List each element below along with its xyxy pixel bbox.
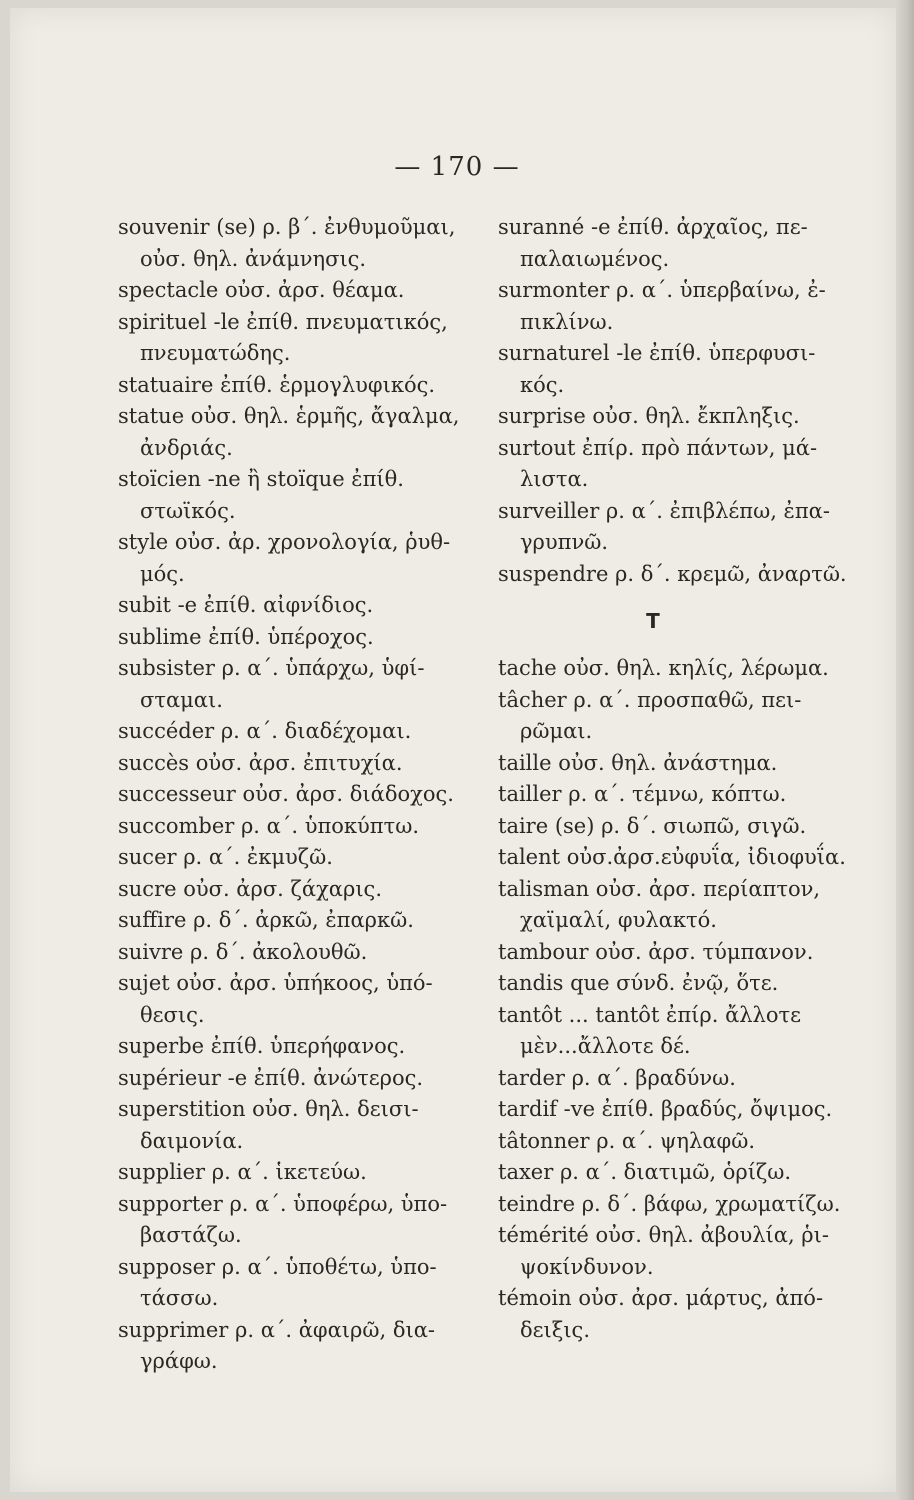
dictionary-entry-line: superbe ἐπίθ. ὑπερήφανος. [118,1034,406,1058]
dictionary-entry-line: tambour οὐσ. ἀρσ. τύμπανον. [498,939,814,964]
section-letter-heading: T [646,609,660,633]
entry-continuation-line: γράφω. [140,1349,218,1373]
dictionary-entry-line: surmonter ρ. α΄. ὑπερβαίνω, ἐ- [498,278,826,302]
entry-continuation-line: θεσις. [140,1002,205,1027]
dictionary-entry-line: supporter ρ. α΄. ὑποφέρω, ὑπο- [118,1191,448,1216]
entry-continuation-line: τάσσω. [140,1286,219,1310]
s-entries [498,212,858,590]
dictionary-entry-line: statuaire ἐπίθ. ἑρμογλυφικός. [118,372,436,397]
dictionary-entry-line: tantôt ... tantôt ἐπίρ. ἄλλοτε [498,1002,802,1027]
dictionary-entry-line: tailler ρ. α΄. τέμνω, κόπτω. [498,782,787,806]
dictionary-entry-line: subsister ρ. α΄. ὑπάρχω, ὑφί- [118,656,425,680]
entry-continuation-line: παλαιωμένος. [520,246,670,271]
dictionary-entry-line: sublime ἐπίθ. ὑπέροχος. [118,624,374,649]
entry-continuation-line: λιστα. [520,467,589,491]
dictionary-entry-line: sujet οὐσ. ἀρσ. ὑπήκοος, ὑπό- [118,971,433,995]
dictionary-entry-line: sucer ρ. α΄. ἐκμυζῶ. [118,845,333,869]
entry-continuation-line: ψοκίνδυνον. [520,1254,654,1279]
dictionary-entry-line: style οὐσ. ἀρ. χρονολογία, ῥυθ- [118,530,451,554]
dictionary-entry-line: suffire ρ. δ΄. ἀρκῶ, ἐπαρκῶ. [118,908,414,932]
entry-continuation-line: βαστάζω. [140,1223,242,1247]
dictionary-entry-line: surveiller ρ. α΄. ἐπιβλέπω, ἐπα- [498,498,830,523]
dictionary-entry-line: supprimer ρ. α΄. ἀφαιρῶ, δια- [118,1317,435,1342]
dictionary-entry-line: talent οὐσ.ἀρσ.εὐφυΐα, ἰδιοφυΐα. [498,845,846,869]
dictionary-entry-line: tache οὐσ. θηλ. κηλίς, λέρωμα. [498,656,829,680]
entry-continuation-line: μὲν...ἄλλοτε δέ. [520,1034,691,1058]
dictionary-entry-line: supérieur -e ἐπίθ. ἀνώτερος. [118,1065,424,1090]
dictionary-entry-line: surtout ἐπίρ. πρὸ πάντων, μά- [498,435,818,460]
right-column [498,212,858,1346]
dictionary-entry-line: succéder ρ. α΄. διαδέχομαι. [118,719,412,743]
dictionary-entry-line: spirituel -le ἐπίθ. πνευματικός, [118,309,448,334]
left-column [118,212,490,1378]
dictionary-entry-line: tâtonner ρ. α΄. ψηλαφῶ. [498,1128,756,1153]
entry-continuation-line: δειξις. [520,1317,590,1342]
page-number: — 170 — [394,152,520,182]
dictionary-entry-line: talisman οὐσ. ἀρσ. περίαπτον, [498,876,821,901]
dictionary-entry-line: sucre οὐσ. ἀρσ. ζάχαρις. [118,876,382,901]
dictionary-entry-line: souvenir (se) ρ. β΄. ἐνθυμοῦμαι, [118,215,456,239]
entry-continuation-line: πικλίνω. [520,309,614,334]
entry-continuation-line: μός. [140,561,185,586]
dictionary-entry-line: surprise οὐσ. θηλ. ἔκπληξις. [498,404,800,428]
dictionary-entry-line: suivre ρ. δ΄. ἀκολουθῶ. [118,939,368,964]
dictionary-entry-line: taire (se) ρ. δ΄. σιωπῶ, σιγῶ. [498,813,807,838]
dictionary-entry-line: tardif -ve ἐπίθ. βραδύς, ὄψιμος. [498,1097,833,1121]
dictionary-entry-line: tâcher ρ. α΄. προσπαθῶ, πει- [498,687,802,712]
entry-continuation-line: δαιμονία. [140,1128,244,1153]
entry-continuation-line: στωϊκός. [140,498,236,523]
dictionary-entry-line: tarder ρ. α΄. βραδύνω. [498,1065,736,1090]
dictionary-entry-line: teindre ρ. δ΄. βάφω, χρωματίζω. [498,1191,841,1216]
entry-continuation-line: κός. [520,372,565,397]
dictionary-entry-line: tandis que σύνδ. ἐνῷ, ὅτε. [498,971,779,995]
entry-continuation-line: πνευματώδης. [140,341,291,365]
entry-continuation-line: ρῶμαι. [520,719,593,743]
dictionary-entry-line: superstition οὐσ. θηλ. δεισι- [118,1097,419,1121]
entry-continuation-line: σταμαι. [140,687,223,712]
dictionary-entry-line: stoïcien -ne ἢ stoïque ἐπίθ. [118,467,404,491]
dictionary-entry-line: supplier ρ. α΄. ἱκετεύω. [118,1160,367,1184]
entry-continuation-line: γρυπνῶ. [520,530,609,554]
dictionary-entry-line: subit -e ἐπίθ. αἰφνίδιος. [118,593,374,617]
dictionary-entry-line: successeur οὐσ. ἀρσ. διάδοχος. [118,782,454,806]
dictionary-entry-line: spectacle οὐσ. ἀρσ. θέαμα. [118,278,405,302]
entry-continuation-line: ἀνδριάς. [140,435,233,460]
dictionary-entry-line: surnaturel -le ἐπίθ. ὑπερφυσι- [498,341,816,365]
t-entries [498,653,858,1346]
dictionary-entry-line: témoin οὐσ. ἀρσ. μάρτυς, ἀπό- [498,1286,824,1310]
dictionary-entry-line: suranné -e ἐπίθ. ἀρχαῖος, πε- [498,215,808,239]
entry-continuation-line: χαϊμαλί, φυλακτό. [520,908,717,932]
entry-continuation-line: οὐσ. θηλ. ἀνάμνησις. [140,246,367,271]
dictionary-entry-line: succomber ρ. α΄. ὑποκύπτω. [118,813,420,838]
dictionary-entry-line: succès οὐσ. ἀρσ. ἐπιτυχία. [118,750,403,775]
dictionary-entry-line: taxer ρ. α΄. διατιμῶ, ὁρίζω. [498,1160,792,1184]
page-edge [896,0,914,1500]
dictionary-entry-line: témérité οὐσ. θηλ. ἀβουλία, ῥι- [498,1223,829,1247]
dictionary-entry-line: taille οὐσ. θηλ. ἀνάστημα. [498,750,778,775]
dictionary-entry-line: supposer ρ. α΄. ὑποθέτω, ὑπο- [118,1254,437,1279]
dictionary-entry-line: statue οὐσ. θηλ. ἑρμῆς, ἄγαλμα, [118,404,460,428]
dictionary-entry-line: suspendre ρ. δ΄. κρεμῶ, ἀναρτῶ. [498,561,847,586]
